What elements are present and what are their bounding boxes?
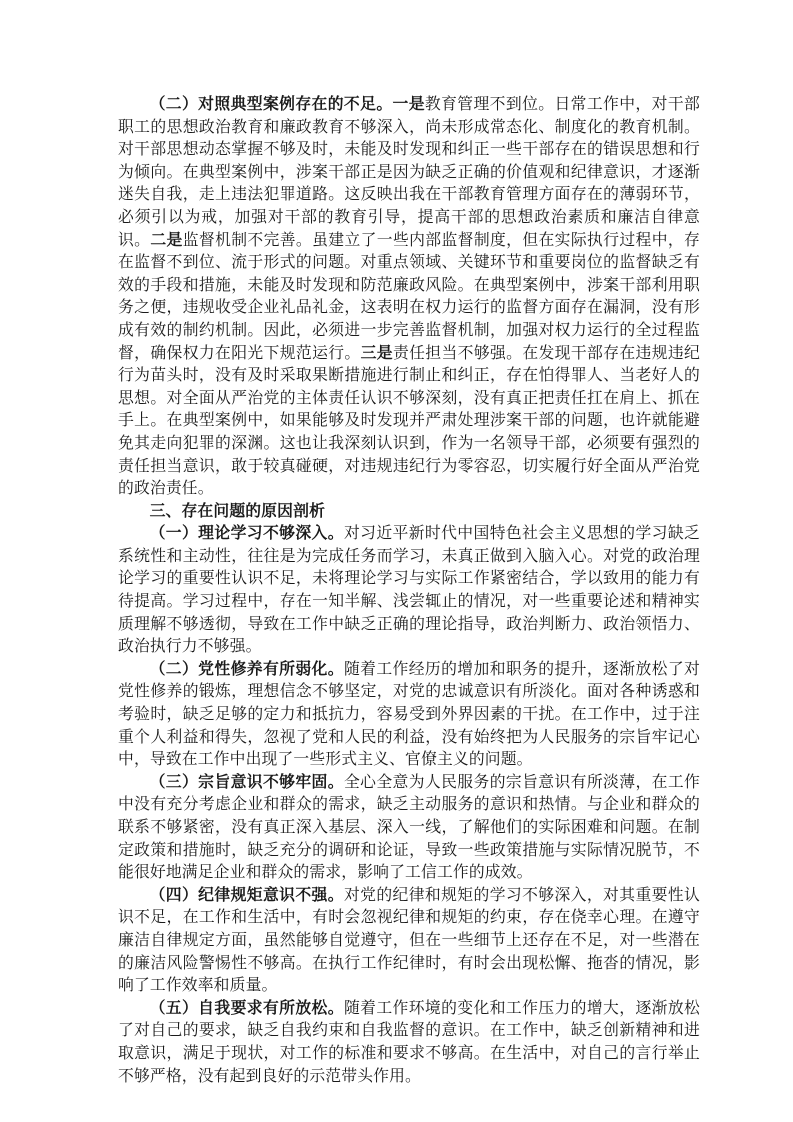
point-one-label: 一是 (392, 94, 425, 113)
paragraph-self-requirements (118, 997, 700, 1087)
point-one-text: 教育管理不到位。日常工作中，对干部职工的思想政治教育和廉政教育不够深入，尚未形成常态化、制度化的教育机制。对干部思想动态掌握不够及时，未能及时发现和纠正一些干部存在的错误思想和行为倾向。在典型案例中，涉案干部正是因为缺乏正确的价值观和纪律意识，才逐渐迷失自我，走上违法犯罪道路。这反映出我在干部教育管理方面存在的薄弱环节，必须引以为戒，加强对干部的教育引导，提高干部的思想政治素质和廉洁自律意识。 (118, 94, 700, 249)
subheading-theory-study: （一）理论学习不够深入。 (149, 523, 344, 543)
purpose-awareness-text: 全心全意为人民服务的宗旨意识有所淡薄，在工作中没有充分考虑企业和群众的需求，缺乏主动服务的意识和热情。与企业和群众的联系不够紧密，没有真正深入基层、深入一线，了解他们的实际困难和问题。在制定政策和措施时，缺乏充分的调研和论证，导致一些政策措施与实际情况脱节，不能很好地满足企业和群众的需求，影响了工信工作的成效。 (118, 771, 700, 882)
theory-study-text: 对习近平新时代中国特色社会主义思想的学习缺乏系统性和主动性，往往是为完成任务而学习，未真正做到入脑入心。对党的政治理论学习的重要性认识不足，未将理论学习与实际工作紧密结合，学以致用的能力有待提高。学习过程中，存在一知半解、浅尝辄止的情况，对一些重要论述和精神实质理解不够透彻，导致在工作中缺乏正确的理论指导，政治判断力、政治领悟力、政治执行力不够强。 (118, 523, 700, 656)
section-heading-causes (118, 500, 700, 523)
subheading-party-spirit: （二）党性修养有所弱化。 (149, 658, 344, 678)
point-three-label: 三是 (360, 342, 393, 362)
paragraph-purpose-awareness (118, 771, 700, 884)
paragraph-typical-cases (118, 93, 700, 500)
section-heading-text: 三、存在问题的原因剖析 (149, 500, 326, 520)
point-three-text: 责任担当不够强。在发现干部存在违规违纪行为苗头时，没有及时采取果断措施进行制止和纠正，存在怕得罪人、当老好人的思想。对全面从严治党的主体责任认识不够深刻，没有真正把责任扛在肩上、抓在手上。在典型案例中，如果能够及时发现并严肃处理涉案干部的问题，也许就能避免其走向犯罪的深渊。这也让我深刻认识到，作为一名领导干部，必须要有强烈的责任担当意识，敢于较真碰硬，对违规违纪行为零容忍，切实履行好全面从严治党的政治责任。 (118, 342, 700, 498)
point-two-label: 二是 (150, 229, 183, 249)
party-spirit-text: 随着工作经历的增加和职务的提升，逐渐放松了对党性修养的锻炼，理想信念不够坚定，对党的忠诚意识有所淡化。面对各种诱惑和考验时，缺乏足够的定力和抵抗力，容易受到外界因素的干扰。在工作中，过于注重个人利益和得失，忽视了党和人民的利益，没有始终把为人民服务的宗旨牢记心中，导致在工作中出现了一些形式主义、官僚主义的问题。 (118, 658, 700, 769)
subheading-purpose-awareness: （三）宗旨意识不够牢固。 (149, 771, 344, 791)
point-two-text: 监督机制不完善。虽建立了一些内部监督制度，但在实际执行过程中，存在监督不到位、流于形式的问题。对重点领域、关键环节和重要岗位的监督缺乏有效的手段和措施，未能及时发现和防范廉政风险。在典型案例中，涉案干部利用职务之便，违规收受企业礼品礼金，这表明在权力运行的监督方面存在漏洞，没有形成有效的制约机制。因此，必须进一步完善监督机制，加强对权力运行的全过程监督，确保权力在阳光下规范运行。 (118, 229, 700, 362)
paragraph-theory-study (118, 522, 700, 658)
paragraph-discipline-awareness (118, 884, 700, 997)
self-requirements-text: 随着工作环境的变化和工作压力的增大，逐渐放松了对自己的要求，缺乏自我约束和自我监督的意识。在工作中，缺乏创新精神和进取意识，满足于现状，对工作的标准和要求不够高。在生活中，对自己的言行举止不够严格，没有起到良好的示范带头作用。 (118, 997, 700, 1085)
paragraph-party-spirit (118, 658, 700, 771)
document-body (118, 93, 700, 1087)
subheading-typical-cases: （二）对照典型案例存在的不足。 (149, 94, 393, 113)
subheading-discipline-awareness: （四）纪律规矩意识不强。 (149, 884, 344, 904)
discipline-awareness-text: 对党的纪律和规矩的学习不够深入，对其重要性认识不足，在工作和生活中，有时会忽视纪律和规矩的约束，存在侥幸心理。在遵守廉洁自律规定方面，虽然能够自觉遵守，但在一些细节上还存在不足，对一些潜在的廉洁风险警惕性不够高。在执行工作纪律时，有时会出现松懈、拖沓的情况，影响了工作效率和质量。 (118, 884, 700, 995)
subheading-self-requirements: （五）自我要求有所放松。 (149, 997, 344, 1017)
